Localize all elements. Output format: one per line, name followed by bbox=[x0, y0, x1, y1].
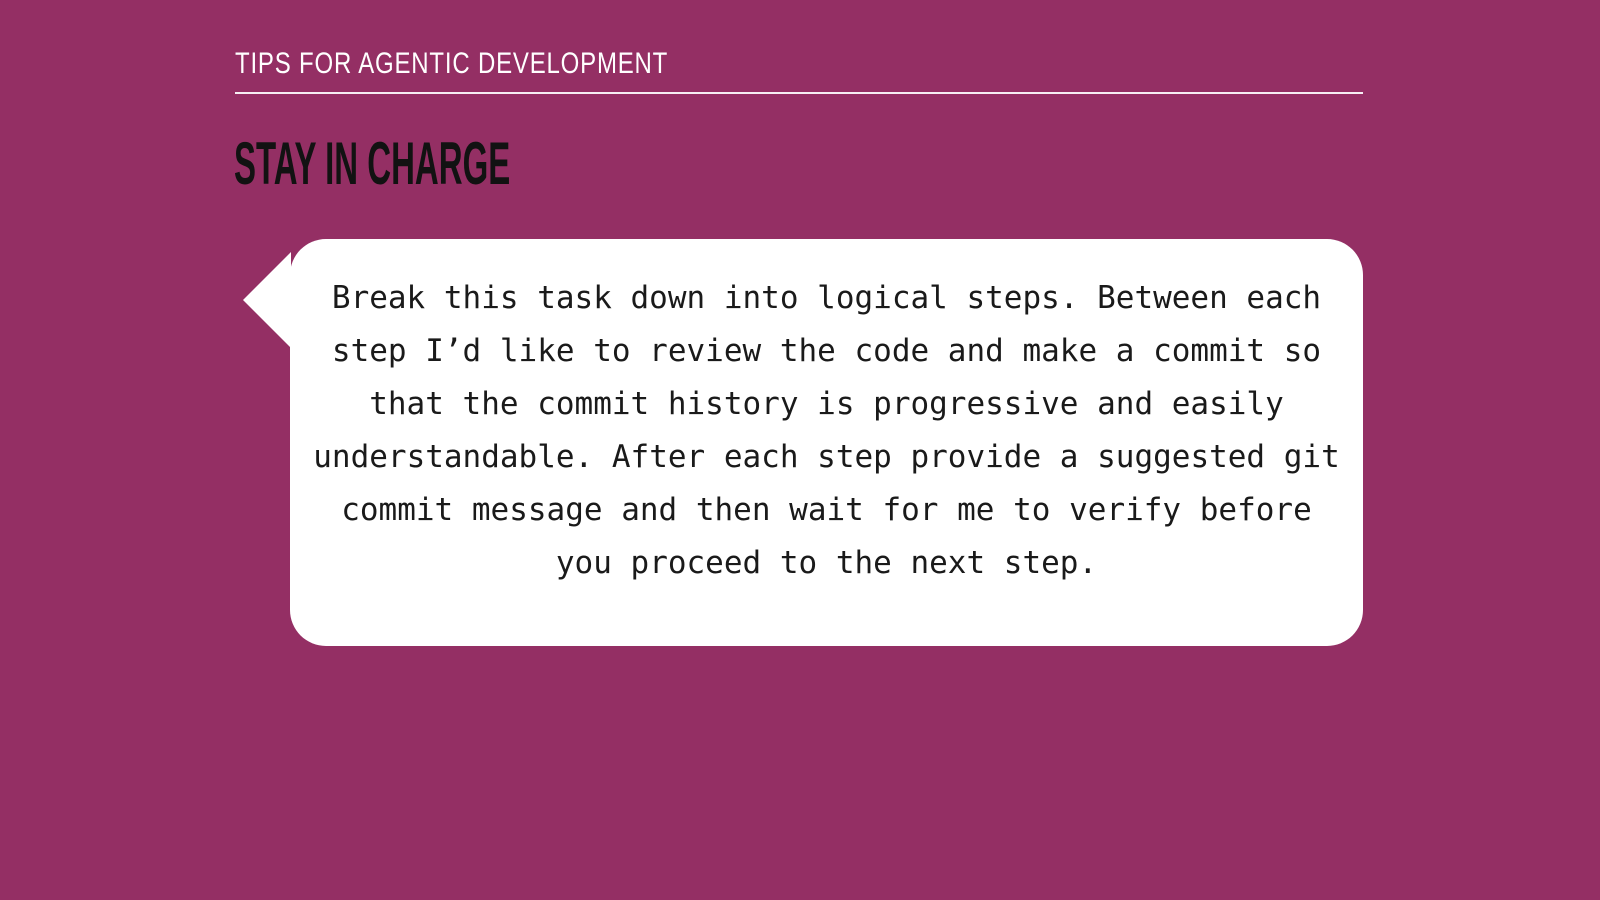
speech-bubble bbox=[290, 239, 1363, 646]
speech-line: step I’d like to review the code and make a commit so bbox=[331, 333, 1322, 369]
speech-line: understandable. After each step provide a suggested git bbox=[313, 439, 1340, 475]
speech-bubble-tail-icon bbox=[243, 252, 291, 348]
speech-line: Break this task down into logical steps. Between each bbox=[331, 280, 1322, 316]
speech-line: that the commit history is progressive and easily bbox=[369, 386, 1284, 422]
speech-line: commit message and then wait for me to verify before bbox=[341, 492, 1312, 528]
page-title: STAY IN CHARGE bbox=[234, 130, 511, 197]
header bbox=[235, 48, 1363, 94]
speech-line: you proceed to the next step. bbox=[555, 545, 1098, 581]
eyebrow-label: TIPS FOR AGENTIC DEVELOPMENT bbox=[235, 47, 669, 80]
